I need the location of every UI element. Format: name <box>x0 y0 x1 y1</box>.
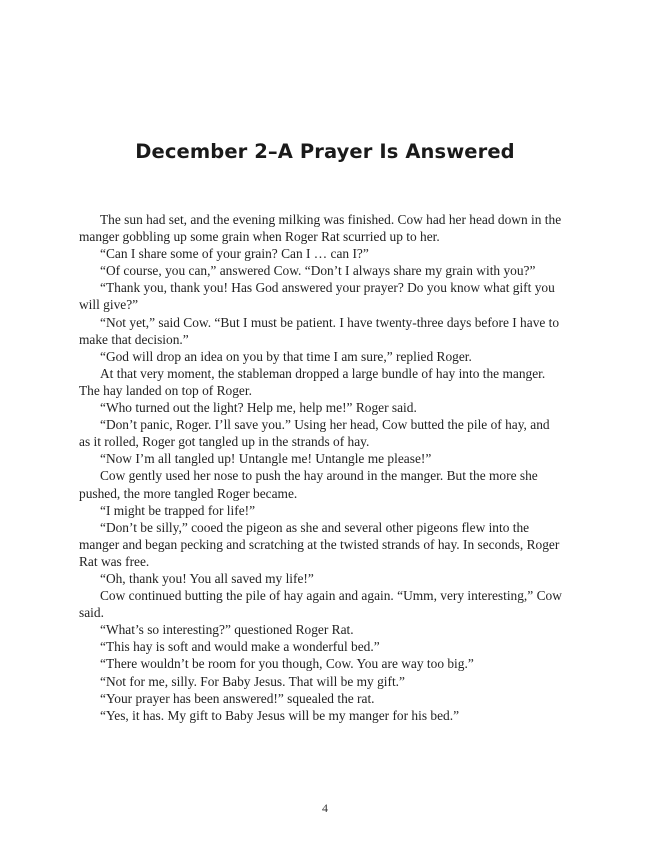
paragraph: The sun had set, and the evening milking was finished. Cow had her head down in the manger gobbling up some grain when Roger Rat scurried up to her. <box>79 212 562 245</box>
story-body <box>79 211 563 724</box>
paragraph: Cow continued butting the pile of hay again and again. “Umm, very interesting,” Cow said. <box>79 588 562 621</box>
paragraph: “Don’t panic, Roger. I’ll save you.” Using her head, Cow butted the pile of hay, and as it rolled, Roger got tangled up in the strands of hay. <box>79 417 550 450</box>
paragraph: “There wouldn’t be room for you though, Cow. You are way too big.” <box>100 656 474 672</box>
paragraph: “Can I share some of your grain? Can I … can I?” <box>100 246 369 262</box>
paragraph: “This hay is soft and would make a wonderful bed.” <box>100 639 380 655</box>
paragraph: “Not for me, silly. For Baby Jesus. That will be my gift.” <box>100 673 405 689</box>
paragraph: “Oh, thank you! You all saved my life!” <box>100 570 314 586</box>
paragraph: “Now I’m all tangled up! Untangle me! Untangle me please!” <box>100 451 432 467</box>
paragraph: “I might be trapped for life!” <box>100 502 256 518</box>
paragraph: “Not yet,” said Cow. “But I must be patient. I have twenty-three days before I have to make that decision.” <box>79 314 560 347</box>
page-number: 4 <box>322 801 328 815</box>
paragraph: “Don’t be silly,” cooed the pigeon as she and several other pigeons flew into the manger and began pecking and scratching at the twisted strands of hay. In seconds, Roger Rat was free. <box>79 519 560 569</box>
paragraph: “Who turned out the light? Help me, help me!” Roger said. <box>100 400 417 416</box>
page-title: December 2–A Prayer Is Answered <box>135 140 515 163</box>
paragraph: “Yes, it has. My gift to Baby Jesus will be my manger for his bed.” <box>100 707 460 723</box>
paragraph: “Of course, you can,” answered Cow. “Don’t I always share my grain with you?” <box>100 263 536 279</box>
paragraph: “Thank you, thank you! Has God answered your prayer? Do you know what gift you will give?” <box>79 280 555 313</box>
paragraph: “God will drop an idea on you by that time I am sure,” replied Roger. <box>100 348 472 364</box>
paragraph: At that very moment, the stableman dropped a large bundle of hay into the manger. The hay landed on top of Roger. <box>79 365 546 398</box>
paragraph: “What’s so interesting?” questioned Roger Rat. <box>100 622 354 638</box>
paragraph: Cow gently used her nose to push the hay around in the manger. But the more she pushed, the more tangled Roger became. <box>79 468 538 501</box>
paragraph: “Your prayer has been answered!” squealed the rat. <box>100 690 375 706</box>
